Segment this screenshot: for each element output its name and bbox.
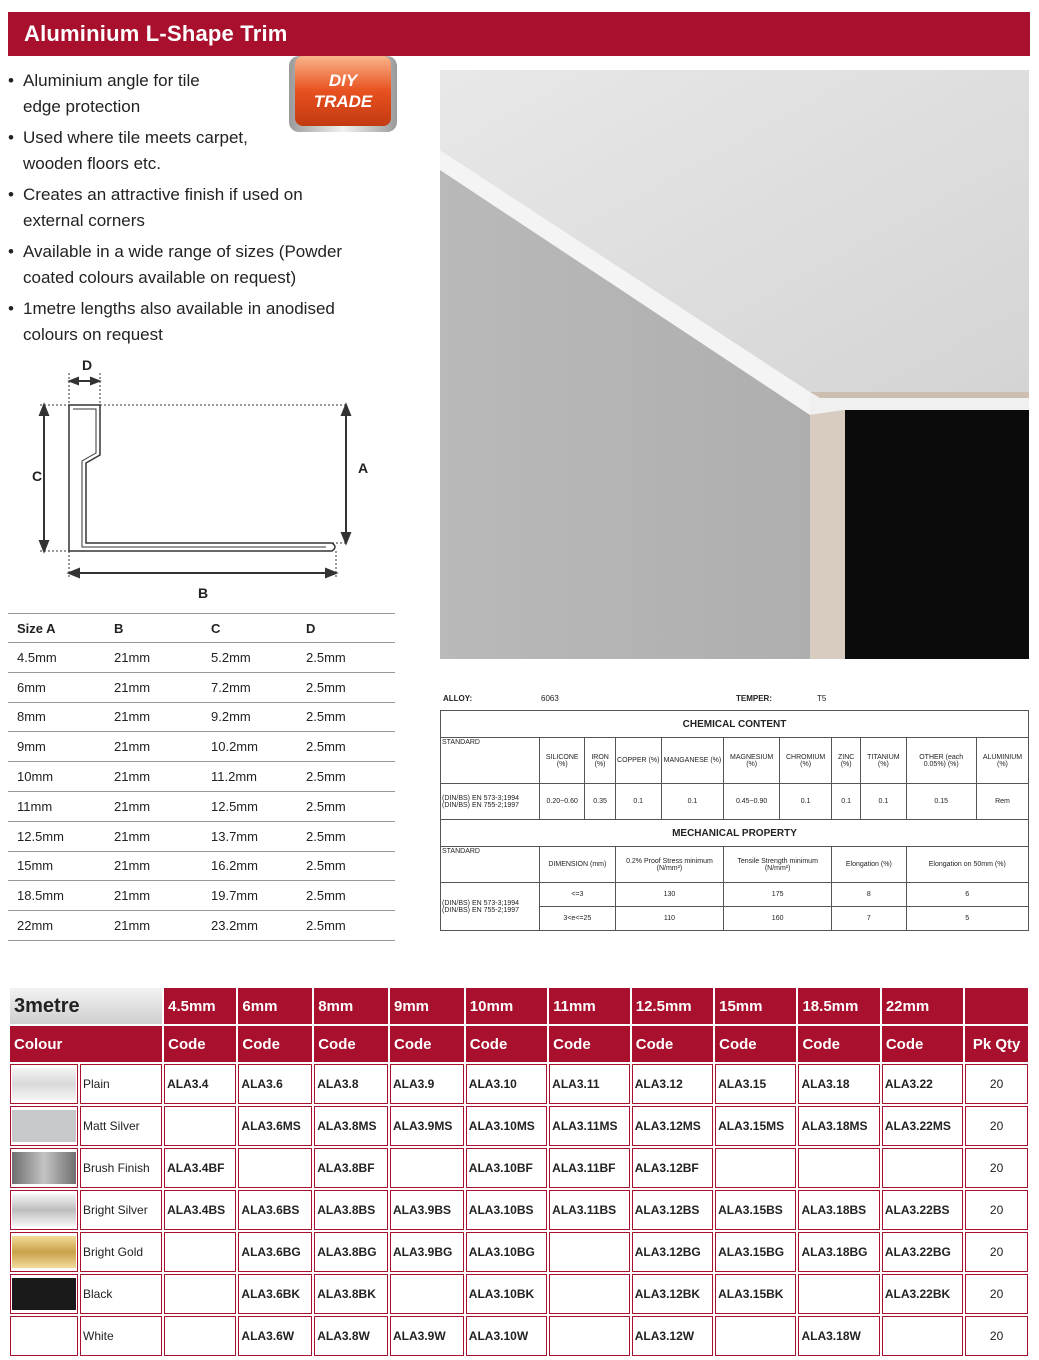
product-code: ALA3.9MS: [390, 1106, 464, 1146]
code-header: Code: [798, 1026, 879, 1062]
product-code: ALA3.18: [798, 1064, 879, 1104]
size-header: 12.5mm: [632, 988, 713, 1024]
alloy-value: 6063: [541, 694, 559, 703]
product-code: ALA3.10W: [466, 1316, 547, 1356]
mech-cell: 175: [724, 883, 832, 907]
colour-name: Bright Silver: [80, 1190, 162, 1230]
chem-header: MANGANESE (%): [661, 738, 723, 784]
size-cell: 2.5mm: [297, 821, 395, 851]
product-code: [164, 1232, 236, 1272]
product-code: ALA3.12: [632, 1064, 713, 1104]
colour-row: [10, 1274, 1028, 1314]
mech-header: Tensile Strength minimum (N/mm²): [724, 847, 832, 883]
size-cell: 2.5mm: [297, 881, 395, 911]
mechanical-title: MECHANICAL PROPERTY: [441, 820, 1029, 847]
feature-item: • 1metre lengths also available in anodised colours on request: [8, 296, 393, 348]
colour-swatch: [12, 1320, 76, 1352]
swatch-cell: [10, 1106, 78, 1146]
standard-1: (DIN/BS) EN 573-3;1994: [442, 899, 520, 907]
chem-value: 0.45~0.90: [724, 784, 780, 820]
product-code: ALA3.18W: [798, 1316, 879, 1356]
temper-value: T5: [817, 694, 827, 703]
size-cell: 2.5mm: [297, 643, 395, 673]
chem-value: 0.15: [906, 784, 976, 820]
dim-label-d: D: [82, 357, 93, 373]
product-code: ALA3.10BF: [466, 1148, 547, 1188]
size-cell: 21mm: [105, 791, 202, 821]
chem-header: COPPER (%): [615, 738, 661, 784]
product-code: ALA3.10: [466, 1064, 547, 1104]
size-cell: 21mm: [105, 821, 202, 851]
colour-name: Bright Gold: [80, 1232, 162, 1272]
size-row: [8, 702, 395, 732]
colour-swatch: [12, 1194, 76, 1226]
size-cell: 18.5mm: [8, 881, 105, 911]
chem-header: MAGNESIUM (%): [724, 738, 780, 784]
product-code: ALA3.22BS: [882, 1190, 963, 1230]
product-code: [390, 1148, 464, 1188]
size-row: [8, 672, 395, 702]
mech-cell: <=3: [540, 883, 616, 907]
size-row: [8, 881, 395, 911]
product-code: [715, 1148, 796, 1188]
product-code: ALA3.6BS: [238, 1190, 312, 1230]
code-header: Code: [466, 1026, 547, 1062]
mech-cell: 3<e<=25: [540, 907, 616, 931]
column-header: C: [202, 614, 297, 643]
size-cell: 2.5mm: [297, 851, 395, 881]
pack-qty: 20: [965, 1106, 1028, 1146]
product-code: [549, 1316, 630, 1356]
product-code: ALA3.8BS: [314, 1190, 388, 1230]
product-code: ALA3.6: [238, 1064, 312, 1104]
product-code: ALA3.11BS: [549, 1190, 630, 1230]
product-code: ALA3.10BG: [466, 1232, 547, 1272]
product-code: ALA3.15BG: [715, 1232, 796, 1272]
mech-cell: 160: [724, 907, 832, 931]
chem-standard: [441, 784, 540, 820]
product-code: [238, 1148, 312, 1188]
size-cell: 4.5mm: [8, 643, 105, 673]
size-cell: 9.2mm: [202, 702, 297, 732]
colour-header: Colour: [10, 1026, 162, 1062]
code-header: Code: [715, 1026, 796, 1062]
size-cell: 21mm: [105, 762, 202, 792]
size-cell: 2.5mm: [297, 911, 395, 941]
pack-qty: 20: [965, 1190, 1028, 1230]
feature-item: • Available in a wide range of sizes (Powder coated colours available on request): [8, 239, 363, 291]
colour-row: [10, 1064, 1028, 1104]
product-code: [164, 1316, 236, 1356]
pk-qty-header: Pk Qty: [965, 1026, 1028, 1062]
chem-value: 0.20~0.60: [540, 784, 585, 820]
product-code: ALA3.22BG: [882, 1232, 963, 1272]
chem-header: OTHER (each 0.05%) (%): [906, 738, 976, 784]
size-cell: 2.5mm: [297, 672, 395, 702]
pack-qty: 20: [965, 1316, 1028, 1356]
page-title: Aluminium L-Shape Trim: [24, 21, 288, 46]
size-cell: 12.5mm: [8, 821, 105, 851]
size-cell: 11mm: [8, 791, 105, 821]
chem-value: 0.1: [661, 784, 723, 820]
size-cell: 13.7mm: [202, 821, 297, 851]
product-code: ALA3.8BK: [314, 1274, 388, 1314]
size-header: 6mm: [238, 988, 312, 1024]
size-row: [8, 732, 395, 762]
product-code: ALA3.12BK: [632, 1274, 713, 1314]
size-header: 15mm: [715, 988, 796, 1024]
size-header: 22mm: [882, 988, 963, 1024]
feature-item: • Creates an attractive finish if used on external corners: [8, 182, 308, 234]
product-code: [164, 1274, 236, 1314]
code-header: Code: [238, 1026, 312, 1062]
product-code: ALA3.6BG: [238, 1232, 312, 1272]
spec-table: [440, 710, 1029, 931]
product-code: ALA3.8: [314, 1064, 388, 1104]
dim-label-c: C: [32, 468, 43, 484]
mech-header: Elongation on 50mm (%): [906, 847, 1028, 883]
size-header: 10mm: [466, 988, 547, 1024]
size-table-header: [8, 614, 395, 643]
profile-diagram: [20, 355, 400, 605]
chem-header: TITANIUM (%): [861, 738, 906, 784]
product-code: [882, 1148, 963, 1188]
swatch-cell: [10, 1232, 78, 1272]
product-code: ALA3.11MS: [549, 1106, 630, 1146]
size-cell: 21mm: [105, 643, 202, 673]
size-header: 8mm: [314, 988, 388, 1024]
mech-header: 0.2% Proof Stress minimum (N/mm²): [615, 847, 723, 883]
pack-qty: 20: [965, 1148, 1028, 1188]
product-code: ALA3.8W: [314, 1316, 388, 1356]
code-header: Code: [314, 1026, 388, 1062]
chemical-title: CHEMICAL CONTENT: [441, 711, 1029, 738]
product-code: ALA3.4BF: [164, 1148, 236, 1188]
size-cell: 21mm: [105, 732, 202, 762]
size-cell: 19.7mm: [202, 881, 297, 911]
size-row: [8, 851, 395, 881]
chem-header: ALUMINIUM (%): [976, 738, 1028, 784]
product-code: ALA3.10BS: [466, 1190, 547, 1230]
chem-value: 0.1: [861, 784, 906, 820]
size-cell: 11.2mm: [202, 762, 297, 792]
mech-header: Elongation (%): [832, 847, 906, 883]
length-tab: 3metre: [10, 988, 162, 1024]
colour-row: [10, 1316, 1028, 1356]
colour-name: Brush Finish: [80, 1148, 162, 1188]
size-row: [8, 911, 395, 941]
pk-spacer: [965, 988, 1028, 1024]
standard-1: (DIN/BS) EN 573-3;1994: [442, 794, 520, 802]
code-header: Code: [632, 1026, 713, 1062]
product-code: ALA3.4BS: [164, 1190, 236, 1230]
size-cell: 21mm: [105, 881, 202, 911]
size-cell: 21mm: [105, 851, 202, 881]
badge-line2: TRADE: [313, 92, 373, 111]
product-code: ALA3.15BS: [715, 1190, 796, 1230]
size-cell: 2.5mm: [297, 762, 395, 792]
colour-name: Matt Silver: [80, 1106, 162, 1146]
size-row: [8, 643, 395, 673]
alloy-label: ALLOY:: [443, 694, 473, 703]
size-cell: 21mm: [105, 911, 202, 941]
size-row: [8, 821, 395, 851]
size-cell: 5.2mm: [202, 643, 297, 673]
size-table: [8, 613, 395, 941]
product-code: [715, 1316, 796, 1356]
size-cell: 10.2mm: [202, 732, 297, 762]
size-cell: 21mm: [105, 702, 202, 732]
column-header: Size A: [8, 614, 105, 643]
size-row: [8, 762, 395, 792]
mech-standard: [441, 883, 540, 931]
pack-qty: 20: [965, 1274, 1028, 1314]
colour-swatch: [12, 1110, 76, 1142]
size-cell: 2.5mm: [297, 732, 395, 762]
colour-name: White: [80, 1316, 162, 1356]
size-header: 11mm: [549, 988, 630, 1024]
chem-value: 0.1: [615, 784, 661, 820]
code-header: Code: [164, 1026, 236, 1062]
dim-label-a: A: [358, 460, 369, 476]
feature-item: • Used where tile meets carpet, wooden floors etc.: [8, 125, 248, 177]
mech-cell: 5: [906, 907, 1028, 931]
product-code: [549, 1232, 630, 1272]
chem-header: IRON (%): [585, 738, 615, 784]
colour-row: [10, 1232, 1028, 1272]
product-code: ALA3.8MS: [314, 1106, 388, 1146]
size-cell: 8mm: [8, 702, 105, 732]
chem-header: SILICONE (%): [540, 738, 585, 784]
product-code: ALA3.12MS: [632, 1106, 713, 1146]
product-code: ALA3.12BS: [632, 1190, 713, 1230]
product-code: [549, 1274, 630, 1314]
product-code: ALA3.22MS: [882, 1106, 963, 1146]
pack-qty: 20: [965, 1064, 1028, 1104]
mech-cell: 8: [832, 883, 906, 907]
standard-2: (DIN/BS) EN 755-2;1997: [442, 906, 520, 914]
swatch-cell: [10, 1064, 78, 1104]
product-code: [798, 1148, 879, 1188]
product-codes-table: [8, 986, 1030, 1358]
product-code: ALA3.18BG: [798, 1232, 879, 1272]
standard-2: (DIN/BS) EN 755-2;1997: [442, 801, 520, 809]
product-code: [882, 1316, 963, 1356]
chem-value: 0.1: [832, 784, 861, 820]
product-code: ALA3.9BG: [390, 1232, 464, 1272]
product-code: ALA3.9: [390, 1064, 464, 1104]
dim-label-b: B: [198, 585, 209, 601]
colour-swatch: [12, 1278, 76, 1310]
swatch-cell: [10, 1316, 78, 1356]
size-header: 18.5mm: [798, 988, 879, 1024]
product-code: ALA3.22: [882, 1064, 963, 1104]
chem-value: 0.35: [585, 784, 615, 820]
product-code: ALA3.12W: [632, 1316, 713, 1356]
size-cell: 23.2mm: [202, 911, 297, 941]
size-cell: 7.2mm: [202, 672, 297, 702]
colour-name: Black: [80, 1274, 162, 1314]
mech-cell: 6: [906, 883, 1028, 907]
pack-qty: 20: [965, 1232, 1028, 1272]
mech-cell: 7: [832, 907, 906, 931]
size-cell: 15mm: [8, 851, 105, 881]
header-bar: [8, 12, 1030, 56]
chem-header: CHROMIUM (%): [780, 738, 832, 784]
chem-value: Rem: [976, 784, 1028, 820]
product-code: ALA3.8BF: [314, 1148, 388, 1188]
mech-header: STANDARD: [441, 847, 540, 883]
colour-swatch: [12, 1236, 76, 1268]
size-header: 9mm: [390, 988, 464, 1024]
product-code: ALA3.10BK: [466, 1274, 547, 1314]
product-code: ALA3.15MS: [715, 1106, 796, 1146]
size-cell: 16.2mm: [202, 851, 297, 881]
product-code: ALA3.11BF: [549, 1148, 630, 1188]
product-code: ALA3.18BS: [798, 1190, 879, 1230]
temper-label: TEMPER:: [736, 694, 772, 703]
product-code: ALA3.12BG: [632, 1232, 713, 1272]
size-cell: 21mm: [105, 672, 202, 702]
colour-row: [10, 1148, 1028, 1188]
product-code: ALA3.10MS: [466, 1106, 547, 1146]
code-header: Code: [882, 1026, 963, 1062]
product-code: ALA3.6W: [238, 1316, 312, 1356]
size-cell: 2.5mm: [297, 702, 395, 732]
size-cell: 10mm: [8, 762, 105, 792]
swatch-cell: [10, 1190, 78, 1230]
colour-swatch: [12, 1152, 76, 1184]
chem-value: 0.1: [780, 784, 832, 820]
product-code: ALA3.9BS: [390, 1190, 464, 1230]
feature-item: • Aluminium angle for tile edge protection: [8, 68, 203, 120]
colour-name: Plain: [80, 1064, 162, 1104]
badge-line1: DIY: [328, 71, 358, 90]
product-code: ALA3.12BF: [632, 1148, 713, 1188]
product-code: [390, 1274, 464, 1314]
size-cell: 9mm: [8, 732, 105, 762]
product-code: [798, 1274, 879, 1314]
size-row: [8, 791, 395, 821]
size-cell: 12.5mm: [202, 791, 297, 821]
colour-swatch: [12, 1068, 76, 1100]
product-code: ALA3.8BG: [314, 1232, 388, 1272]
product-code: ALA3.6MS: [238, 1106, 312, 1146]
product-code: ALA3.18MS: [798, 1106, 879, 1146]
mech-cell: 110: [615, 907, 723, 931]
mech-cell: 130: [615, 883, 723, 907]
product-code: ALA3.22BK: [882, 1274, 963, 1314]
size-cell: 2.5mm: [297, 791, 395, 821]
code-header: Code: [390, 1026, 464, 1062]
product-code: ALA3.9W: [390, 1316, 464, 1356]
product-photo: [440, 70, 1029, 659]
column-header: B: [105, 614, 202, 643]
size-cell: 22mm: [8, 911, 105, 941]
product-code: [164, 1106, 236, 1146]
mech-header: DIMENSION (mm): [540, 847, 616, 883]
product-code: ALA3.6BK: [238, 1274, 312, 1314]
column-header: D: [297, 614, 395, 643]
chem-header: STANDARD: [441, 738, 540, 784]
chem-header: ZINC (%): [832, 738, 861, 784]
colour-row: [10, 1190, 1028, 1230]
size-cell: 6mm: [8, 672, 105, 702]
swatch-cell: [10, 1148, 78, 1188]
colour-row: [10, 1106, 1028, 1146]
feature-list: [8, 68, 408, 353]
size-header: 4.5mm: [164, 988, 236, 1024]
product-code: ALA3.11: [549, 1064, 630, 1104]
product-code: ALA3.15BK: [715, 1274, 796, 1314]
swatch-cell: [10, 1274, 78, 1314]
code-header: Code: [549, 1026, 630, 1062]
product-code: ALA3.15: [715, 1064, 796, 1104]
product-code: ALA3.4: [164, 1064, 236, 1104]
